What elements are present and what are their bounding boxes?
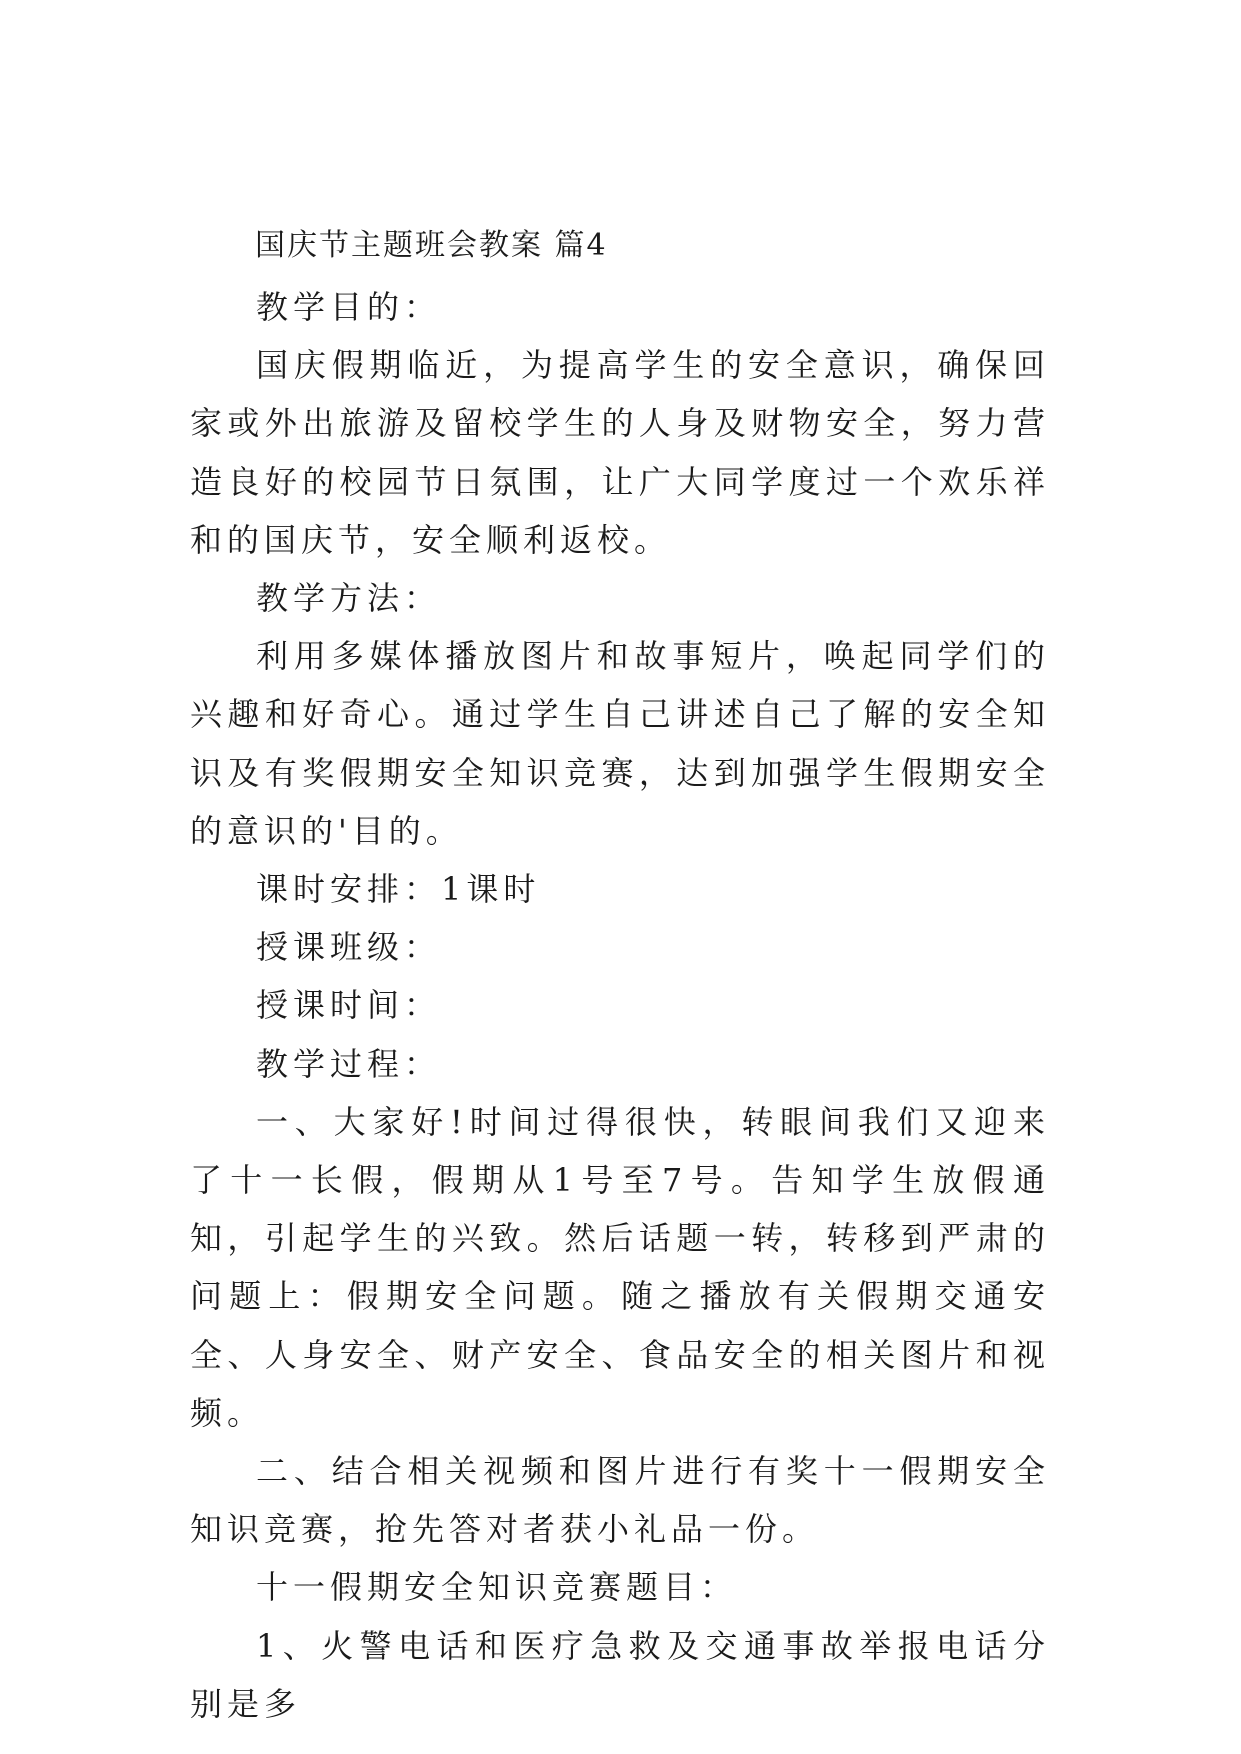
document-title: 国庆节主题班会教案 篇4 [255, 228, 608, 263]
paragraph-teaching-method: 利用多媒体播放图片和故事短片，唤起同学们的兴趣和好奇心。通过学生自己讲述自己了解的安全知识及有奖假期安全知识竞赛，达到加强学生假期安全的意识的'目的。 [190, 637, 1050, 850]
paragraph-quiz-question-1: 1、火警电话和医疗急救及交通事故举报电话分别是多 [190, 1626, 1050, 1723]
paragraph-process-heading: 教学过程： [256, 1044, 442, 1083]
paragraph-teaching-method-heading: 教学方法： [256, 579, 442, 618]
paragraph-quiz-heading: 十一假期安全知识竞赛题目： [256, 1568, 738, 1607]
paragraph-class-time: 授课时间： [256, 986, 442, 1025]
paragraph-class-hours: 课时安排：1课时 [256, 870, 541, 909]
paragraph-class-name: 授课班级： [256, 928, 442, 967]
document-body [190, 218, 1050, 1733]
paragraph-teaching-goal: 国庆假期临近，为提高学生的安全意识，确保回家或外出旅游及留校学生的人身及财物安全，努力营造良好的校园节日氛围，让广大同学度过一个欢乐祥和的国庆节，安全顺利返校。 [190, 346, 1050, 559]
paragraph-teaching-goal-heading: 教学目的： [256, 288, 442, 326]
paragraph-process-step-2: 二、结合相关视频和图片进行有奖十一假期安全知识竞赛，抢先答对者获小礼品一份。 [190, 1452, 1050, 1549]
paragraph-process-step-1: 一、大家好!时间过得很快，转眼间我们又迎来了十一长假，假期从1号至7号。告知学生放假通知，引起学生的兴致。然后话题一转，转移到严肃的问题上：假期安全问题。随之播放有关假期交通安全、人身安全、财产安全、食品安全的相关图片和视频。 [190, 1102, 1050, 1432]
